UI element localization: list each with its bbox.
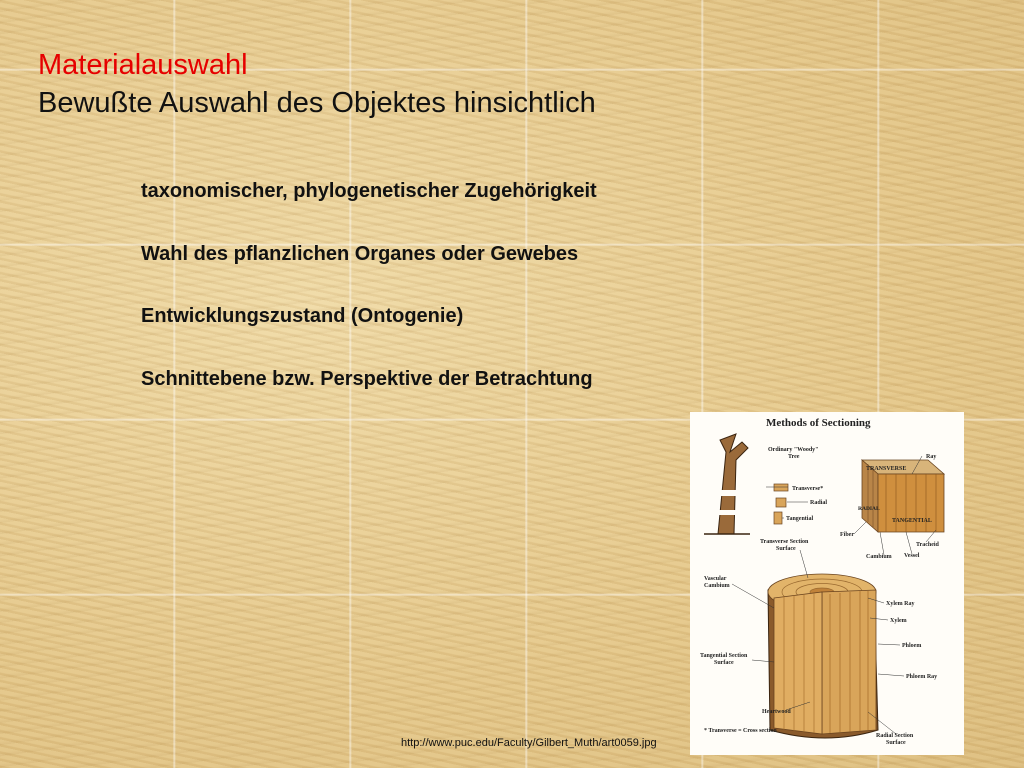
label-heartwood: Heartwood xyxy=(762,709,791,715)
criteria-item-development: Entwicklungszustand (Ontogenie) xyxy=(141,305,464,327)
sample-tangential xyxy=(774,512,782,524)
label-footnote: * Transverse = Cross section xyxy=(704,728,777,734)
title-main: Materialauswahl xyxy=(38,49,248,81)
label-xylem-ray: Xylem Ray xyxy=(886,601,915,607)
label-vascular-cambium-2: Cambium xyxy=(704,583,730,589)
source-url: http://www.puc.edu/Faculty/Gilbert_Muth/art0059.jpg xyxy=(401,737,657,749)
sectioning-diagram xyxy=(690,412,964,755)
label-ts-surface-2: Surface xyxy=(776,546,796,552)
sample-radial xyxy=(776,498,786,507)
title-subtitle: Bewußte Auswahl des Objektes hinsichtlich xyxy=(38,87,596,119)
criteria-item-taxonomy: taxonomischer, phylogenetischer Zugehörigkeit xyxy=(141,180,597,202)
label-cube-transverse: TRANSVERSE xyxy=(866,466,907,472)
label-tangential-small: Tangential xyxy=(786,516,814,522)
label-cube-tangential: TANGENTIAL xyxy=(892,518,932,524)
criteria-item-section-plane: Schnittebene bzw. Perspektive der Betrachtung xyxy=(141,367,593,390)
label-vessel: Vessel xyxy=(904,553,920,559)
slide-title xyxy=(38,46,596,122)
label-phloem-ray: Phloem Ray xyxy=(906,674,938,680)
label-tree: Ordinary "Woody" xyxy=(768,447,819,453)
label-ts-surface: Transverse Section xyxy=(760,539,809,545)
label-vascular-cambium: Vascular xyxy=(704,576,727,582)
label-xylem: Xylem xyxy=(890,618,907,624)
label-transverse-small: Transverse* xyxy=(792,486,824,492)
sectioning-figure xyxy=(690,412,964,755)
label-cube-radial: RADIAL xyxy=(858,506,880,512)
criteria-list xyxy=(141,176,597,426)
label-cambium: Cambium xyxy=(866,554,892,560)
label-tangential-section-2: Surface xyxy=(714,660,734,666)
label-tangential-section: Tangential Section xyxy=(700,653,748,659)
label-tracheid: Tracheid xyxy=(916,542,939,548)
label-fiber: Fiber xyxy=(840,532,854,538)
label-radial-section-2: Surface xyxy=(886,740,906,746)
label-phloem: Phloem xyxy=(902,643,922,649)
criteria-item-organ: Wahl des pflanzlichen Organes oder Gewebes xyxy=(141,242,579,265)
label-ray: Ray xyxy=(926,454,937,460)
figure-title: Methods of Sectioning xyxy=(766,417,871,429)
tree-illustration xyxy=(704,434,750,534)
label-radial-small: Radial xyxy=(810,500,828,506)
sample-transverse xyxy=(774,484,788,491)
label-tree-2: Tree xyxy=(788,454,800,460)
label-radial-section: Radial Section xyxy=(876,733,914,739)
